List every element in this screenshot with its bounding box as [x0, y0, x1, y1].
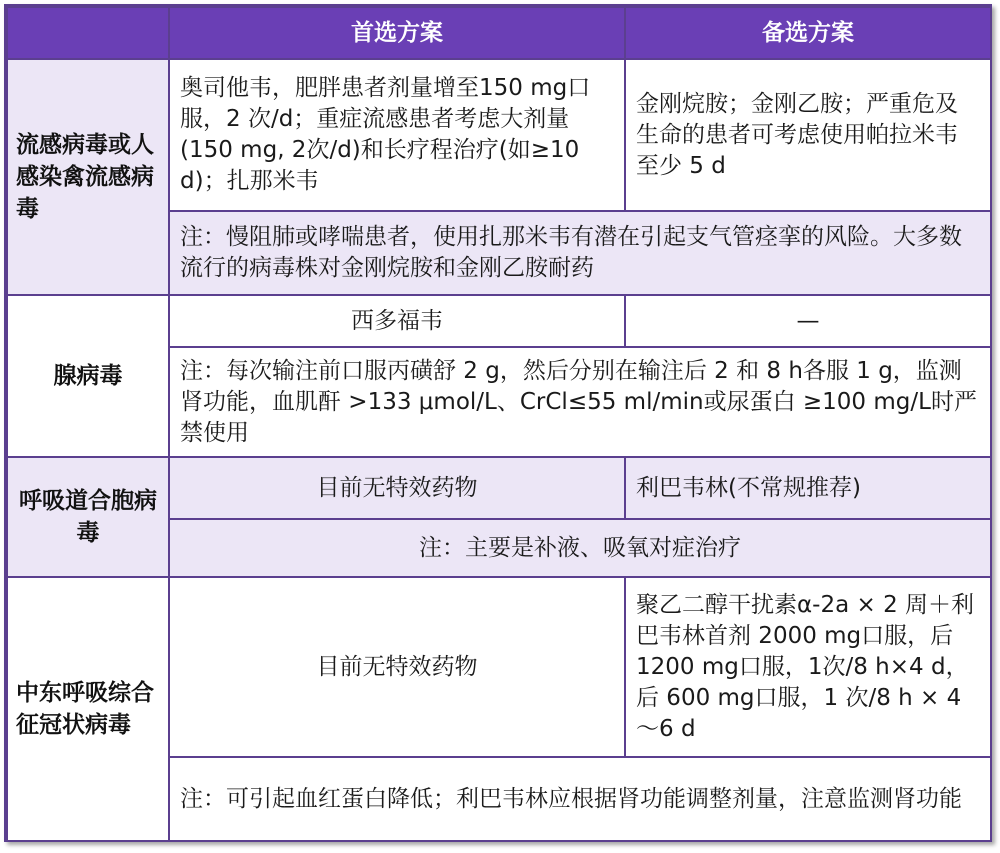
row-preferred-adenovirus: 西多福韦	[169, 295, 625, 347]
table-row	[7, 59, 991, 211]
row-category-rsv: 呼吸道合胞病毒	[7, 457, 169, 577]
row-category-adenovirus: 腺病毒	[7, 295, 169, 457]
row-preferred-mers: 目前无特效药物	[169, 577, 625, 757]
table-frame	[4, 4, 992, 842]
row-note-mers: 注：可引起血红蛋白降低；利巴韦林应根据肾功能调整剂量，注意监测肾功能	[169, 757, 991, 841]
row-alternative-influenza: 金刚烷胺；金刚乙胺；严重危及生命的患者可考虑使用帕拉米韦至少 5 d	[625, 59, 991, 211]
antiviral-table	[6, 6, 992, 842]
row-alternative-adenovirus: —	[625, 295, 991, 347]
table-row	[7, 295, 991, 347]
row-category-mers: 中东呼吸综合征冠状病毒	[7, 577, 169, 841]
header-row	[7, 7, 991, 59]
row-category-influenza: 流感病毒或人感染禽流感病毒	[7, 59, 169, 295]
row-note-adenovirus: 注：每次输注前口服丙磺舒 2 g，然后分别在输注后 2 和 8 h各服 1 g，监测肾功能，血肌酐 >133 μmol/L、CrCl≤55 ml/min或尿蛋白 ≥100 mg/L时严禁使用	[169, 347, 991, 457]
row-alternative-rsv: 利巴韦林(不常规推荐)	[625, 457, 991, 519]
row-preferred-rsv: 目前无特效药物	[169, 457, 625, 519]
row-note-rsv: 注：主要是补液、吸氧对症治疗	[169, 519, 991, 577]
table-row	[7, 457, 991, 519]
row-alternative-mers: 聚乙二醇干扰素α-2a × 2 周＋利巴韦林首剂 2000 mg口服，后 1200 mg口服，1次/8 h×4 d，后 600 mg口服，1 次/8 h × 4～6 d	[625, 577, 991, 757]
row-note-influenza: 注：慢阻肺或哮喘患者，使用扎那米韦有潜在引起支气管痉挛的风险。大多数流行的病毒株对金刚烷胺和金刚乙胺耐药	[169, 211, 991, 295]
header-preferred: 首选方案	[169, 7, 625, 59]
header-alternative: 备选方案	[625, 7, 991, 59]
table-row	[7, 577, 991, 757]
header-blank	[7, 7, 169, 59]
row-preferred-influenza: 奥司他韦，肥胖患者剂量增至150 mg口服，2 次/d；重症流感患者考虑大剂量(150 mg, 2次/d)和长疗程治疗(如≥10 d)；扎那米韦	[169, 59, 625, 211]
